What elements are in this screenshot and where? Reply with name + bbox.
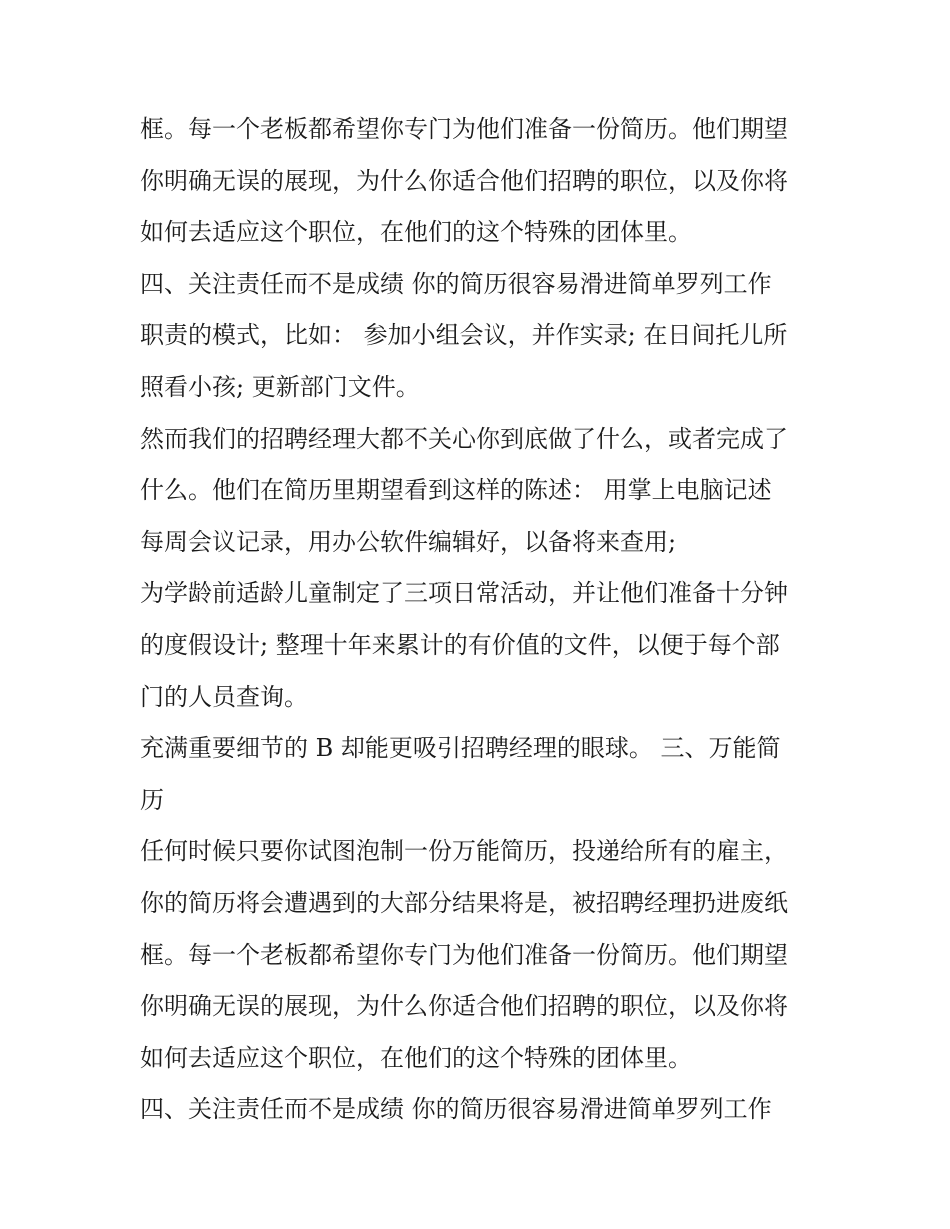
text-line: 每周会议记录，用办公软件编辑好，以备将来查用; (140, 527, 677, 556)
text-line: 职责的模式，比如： 参加小组会议，并作实录; 在日间托儿所 (140, 321, 788, 350)
text-line: 的度假设计; 整理十年来累计的有价值的文件，以便于每个部 (140, 630, 780, 659)
text-line: 四、关注责任而不是成绩 你的简历很容易滑进简单罗列工作 (140, 1095, 772, 1124)
text-line: 然而我们的招聘经理大都不关心你到底做了什么，或者完成了 (140, 424, 788, 453)
text-line: 任何时候只要你试图泡制一份万能简历，投递给所有的雇主， (140, 837, 788, 866)
text-line: 如何去适应这个职位，在他们的这个特殊的团体里。 (140, 218, 692, 247)
text-line: 你的简历将会遭遇到的大部分结果将是，被招聘经理扔进废纸 (140, 888, 788, 917)
text-line: 你明确无误的展现，为什么你适合他们招聘的职位，以及你将 (140, 166, 788, 195)
text-line: 四、关注责任而不是成绩 你的简历很容易滑进简单罗列工作 (140, 269, 772, 298)
text-line: 照看小孩; 更新部门文件。 (140, 372, 420, 401)
text-line: 充满重要细节的 B 却能更吸引招聘经理的眼球。 三、万能简 (140, 734, 781, 763)
text-line: 为学龄前适龄儿童制定了三项日常活动，并让他们准备十分钟 (140, 579, 788, 608)
text-line: 框。每一个老板都希望你专门为他们准备一份简历。他们期望 (140, 115, 788, 143)
text-line: 框。每一个老板都希望你专门为他们准备一份简历。他们期望 (140, 940, 788, 969)
text-line: 门的人员查询。 (140, 682, 308, 711)
text-line: 历 (140, 785, 164, 814)
text-line: 你明确无误的展现，为什么你适合他们招聘的职位，以及你将 (140, 992, 788, 1021)
body-text (140, 104, 830, 1136)
text-line: 什么。他们在简历里期望看到这样的陈述： 用掌上电脑记述 (140, 476, 772, 505)
text-line: 如何去适应这个职位，在他们的这个特殊的团体里。 (140, 1043, 692, 1072)
